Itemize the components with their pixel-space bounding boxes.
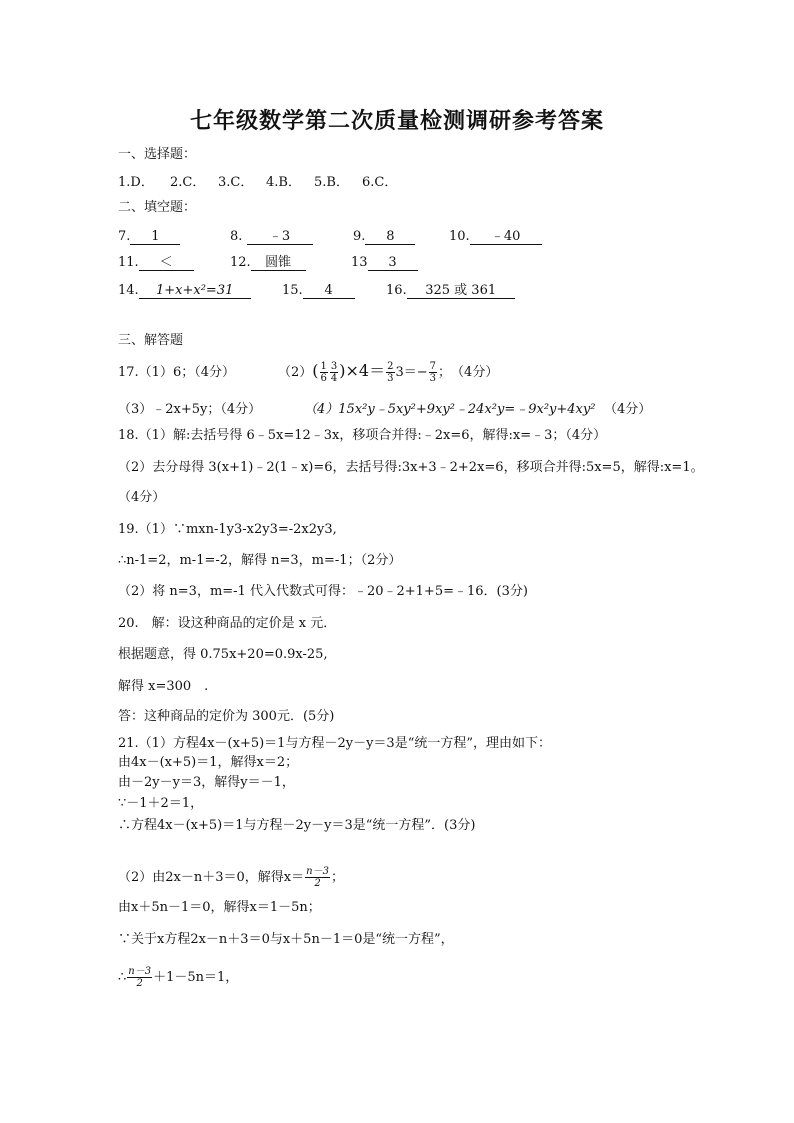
- fill-answer: ﹣40: [470, 229, 542, 245]
- fill-answer: 1: [130, 229, 180, 245]
- q20-line1: 20. 解：设这种商品的定价是 x 元．: [118, 616, 337, 631]
- fill-num: 11.: [118, 255, 139, 270]
- fill-item: [282, 282, 386, 300]
- fill-num: 10.: [449, 229, 470, 244]
- fill-num: 8.: [230, 229, 243, 244]
- fill-item: [353, 228, 449, 246]
- fill-answer: ﹣3: [247, 229, 313, 245]
- fill-item: [230, 228, 353, 246]
- fill-answer: 3: [368, 255, 418, 271]
- page-title: 七年级数学第二次质量检测调研参考答案: [189, 108, 604, 134]
- fill-item: [118, 228, 230, 246]
- q21-expression: ＋1－5n＝1，: [153, 970, 239, 985]
- q21-line1: 21.（1）方程4x－(x+5)＝1与方程－2y－y＝3是“统一方程”，理由如下：: [118, 736, 551, 751]
- fill-row-2: [118, 254, 418, 272]
- q17-line1: [118, 356, 498, 388]
- fill-answer: 4: [303, 283, 355, 299]
- q21-line5: ∴方程4x－(x+5)＝1与方程－2y－y＝3是“统一方程”．(3分): [118, 818, 476, 833]
- fill-item: [230, 254, 351, 272]
- choice-answer: 2.C．: [170, 175, 206, 190]
- q17-part1: 17.（1）6；（4分）: [118, 365, 235, 380]
- q21-line9: [118, 964, 238, 992]
- q17-score: （4分）: [604, 402, 652, 417]
- q21-expression: （2）由2x－n＋3＝0，解得x＝: [118, 870, 305, 885]
- q21-line2: 由4x－(x+5)＝1，解得x＝2；: [118, 755, 299, 770]
- fill-num: 16.: [386, 283, 407, 298]
- q17-part4: （4）15x²y﹣5xy²+9xy²﹣24x²y=﹣9x²y+4xy²: [304, 402, 596, 417]
- q17-expression: 3＝−: [395, 365, 428, 380]
- fill-answer: ＜: [139, 255, 194, 271]
- fill-item: [118, 282, 282, 300]
- fraction: $\frac{2}{3}$: [387, 361, 394, 384]
- fill-num: 13: [351, 255, 368, 270]
- fraction: $\frac{3}{4}$: [330, 361, 338, 384]
- q18-line1: 18.（1）解:去括号得 6﹣5x=12﹣3x，移项合并得:﹣2x=6，解得:x=﹣3；（4分）: [118, 428, 607, 443]
- q17-part2-label: （2）: [278, 365, 313, 380]
- section-heading-choice: 一、选择题：: [118, 147, 197, 162]
- choice-answer: 5.B．: [314, 175, 349, 190]
- q21-line6: [118, 864, 344, 892]
- fill-answer: 8: [365, 229, 415, 245]
- q20-line2: 根据题意，得 0.75x+20=0.9x-25,: [118, 647, 328, 662]
- q19-line2: ∴n-1=2，m-1=-2，解得 n=3，m=-1；（2分）: [118, 553, 402, 568]
- fill-row-3: [118, 282, 515, 300]
- q20-line3: 解得 x=300 .: [118, 679, 209, 694]
- q21-line7: 由x＋5n－1＝0，解得x＝1－5n；: [118, 900, 321, 915]
- section-heading-solve: 三、解答题: [118, 333, 184, 348]
- choice-answer: 6.C．: [362, 175, 398, 190]
- choice-answers-row: [118, 174, 397, 192]
- fill-answer: 325 或 361: [407, 283, 515, 299]
- fill-item: [386, 283, 515, 298]
- choice-answer: 1.D．: [118, 175, 154, 190]
- fill-item: [449, 229, 542, 244]
- fill-row-1: [118, 228, 542, 246]
- choice-answer: 3.C．: [218, 175, 254, 190]
- fraction: $\frac{n-3}{2}$: [128, 966, 152, 989]
- q21-expression: ；: [330, 870, 344, 885]
- q21-line8: ∵关于x方程2x－n＋3＝0与x＋5n－1＝0是“统一方程”，: [118, 932, 454, 947]
- q17-line2: [118, 401, 651, 419]
- q19-line1: 19.（1）∵mxn-1y3-x2y3=-2x2y3,: [118, 522, 337, 537]
- q21-line4: ∵－1＋2＝1，: [118, 796, 204, 811]
- fill-num: 14.: [118, 283, 139, 298]
- fill-item: [351, 255, 418, 270]
- q18-line2: （2）去分母得 3(x+1)﹣2(1﹣x)=6，去括号得:3x+3﹣2+2x=6，移项合并得:5x=5，解得:x=1。: [118, 460, 704, 475]
- q21-line3: 由－2y－y＝3，解得y＝－1，: [118, 775, 295, 790]
- section-heading-fill: 二、填空题：: [118, 200, 197, 215]
- fill-num: 7.: [118, 229, 131, 244]
- q20-line4: 答：这种商品的定价为 300元．(5分): [118, 709, 335, 724]
- fill-num: 12.: [230, 255, 251, 270]
- q17-expression: )×4＝: [339, 361, 386, 380]
- fill-item: [118, 254, 230, 272]
- q21-expression: ∴: [118, 970, 127, 985]
- fraction: $\frac{1}{6}$: [320, 361, 327, 384]
- fill-num: 15.: [282, 283, 303, 298]
- fraction: $\frac{n-3}{2}$: [306, 866, 329, 889]
- q18-line3: （4分）: [118, 490, 166, 505]
- q17-score: ； （4分）: [438, 365, 499, 380]
- paren-open: (: [312, 361, 319, 380]
- fill-answer: 圆锥: [251, 255, 306, 271]
- fraction: $\frac{7}{3}$: [429, 361, 437, 384]
- choice-answer: 4.B．: [266, 175, 301, 190]
- fill-num: 9.: [353, 229, 366, 244]
- q19-line3: （2）将 n=3，m=-1 代入代数式可得：﹣20﹣2+1+5=﹣16．(3分): [118, 584, 528, 599]
- fill-answer: 1+x+x²=31: [139, 283, 251, 299]
- q17-part3: （3）﹣2x+5y；（4分）: [118, 402, 262, 417]
